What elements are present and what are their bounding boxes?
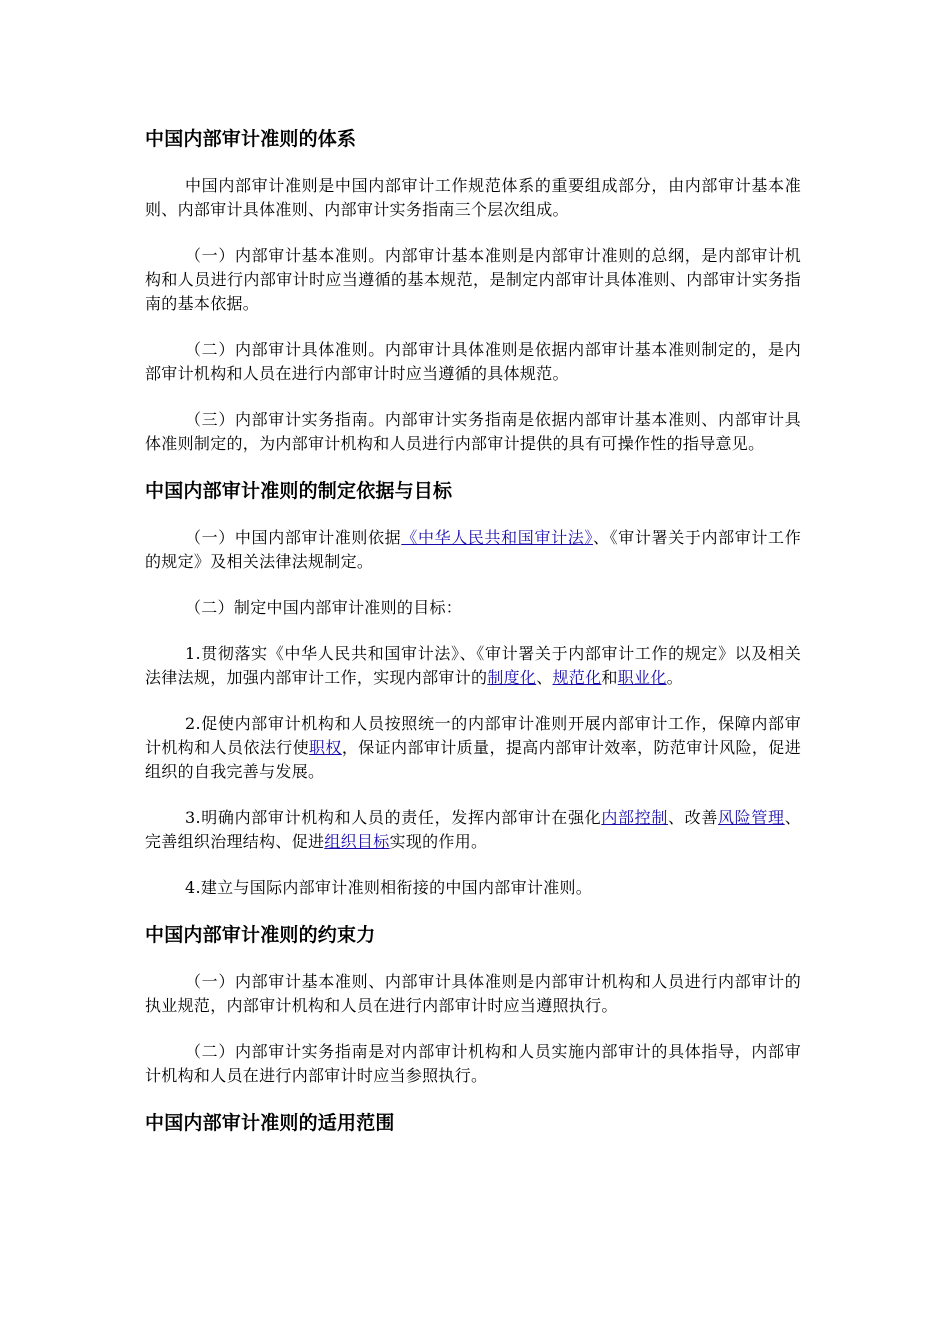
paragraph-text: 1.贯彻落实《中华人民共和国审计法》、《审计署关于内部审计工作的规定》以及相关法律法规，加强内部审计工作，实现内部审计的 [145,644,801,687]
paragraph-text: （二）制定中国内部审计准则的目标： [185,598,463,617]
inline-link[interactable]: 职权 [309,738,342,757]
body-paragraph [145,408,801,456]
body-paragraph [145,970,801,1018]
body-paragraph [145,338,801,386]
paragraph-text: 实现的作用。 [389,832,488,851]
paragraph-text: （一）内部审计基本准则、内部审计具体准则是内部审计机构和人员进行内部审计的执业规范，内部审计机构和人员在进行内部审计时应当遵照执行。 [145,972,801,1015]
body-paragraph [145,526,801,574]
inline-link[interactable]: 《中华人民共和国审计法》 [401,528,594,547]
inline-link[interactable]: 职业化 [617,668,667,687]
inline-link[interactable]: 制度化 [487,668,537,687]
paragraph-text: 、《审计署关于内部审计工作的规定》及相关法律法规制定。 [145,528,801,571]
section-heading: 中国内部审计准则的体系 [145,128,357,150]
body-paragraph [145,174,801,222]
body-paragraph [145,876,801,900]
paragraph-text: 4.建立与国际内部审计准则相衔接的中国内部审计准则。 [185,878,593,897]
inline-link[interactable]: 内部控制 [601,808,668,827]
body-paragraph [145,1040,801,1088]
body-paragraph [145,244,801,316]
inline-link[interactable]: 风险管理 [718,808,785,827]
paragraph-text: 、改善 [668,808,719,827]
document-body [145,112,801,1158]
body-paragraph [145,806,801,854]
section-heading: 中国内部审计准则的制定依据与目标 [145,480,453,502]
paragraph-text: （一）内部审计基本准则。内部审计基本准则是内部审计准则的总纲，是内部审计机构和人员进行内部审计时应当遵循的基本规范，是制定内部审计具体准则、内部审计实务指南的基本依据。 [145,246,801,313]
body-paragraph [145,712,801,784]
paragraph-text: （二）内部审计具体准则。内部审计具体准则是依据内部审计基本准则制定的，是内部审计机构和人员在进行内部审计时应当遵循的具体规范。 [145,340,801,383]
section-heading: 中国内部审计准则的适用范围 [145,1112,395,1134]
paragraph-text: （三）内部审计实务指南。内部审计实务指南是依据内部审计基本准则、内部审计具体准则制定的，为内部审计机构和人员进行内部审计提供的具有可操作性的指导意见。 [145,410,801,453]
body-paragraph [145,642,801,690]
paragraph-text: 2.促使内部审计机构和人员按照统一的内部审计准则开展内部审计工作，保障内部审计机构和人员依法行使 [145,714,801,757]
paragraph-text: 3.明确内部审计机构和人员的责任，发挥内部审计在强化 [185,808,602,827]
paragraph-text: ，保证内部审计质量，提高内部审计效率，防范审计风险，促进组织的自我完善与发展。 [145,738,801,781]
inline-link[interactable]: 规范化 [552,668,602,687]
section-heading: 中国内部审计准则的约束力 [145,924,376,946]
paragraph-text: 中国内部审计准则是中国内部审计工作规范体系的重要组成部分，由内部审计基本准则、内部审计具体准则、内部审计实务指南三个层次组成。 [145,176,801,219]
paragraph-text: （二）内部审计实务指南是对内部审计机构和人员实施内部审计的具体指导，内部审计机构和人员在进行内部审计时应当参照执行。 [145,1042,801,1085]
paragraph-text: 和 [601,668,618,687]
paragraph-text: 、完善组织治理结构、促进 [145,808,802,851]
paragraph-text: 、 [536,668,553,687]
paragraph-text: 。 [666,668,683,687]
inline-link[interactable]: 组织目标 [324,832,390,851]
paragraph-text: （一）中国内部审计准则依据 [185,528,402,547]
body-paragraph [145,596,801,620]
